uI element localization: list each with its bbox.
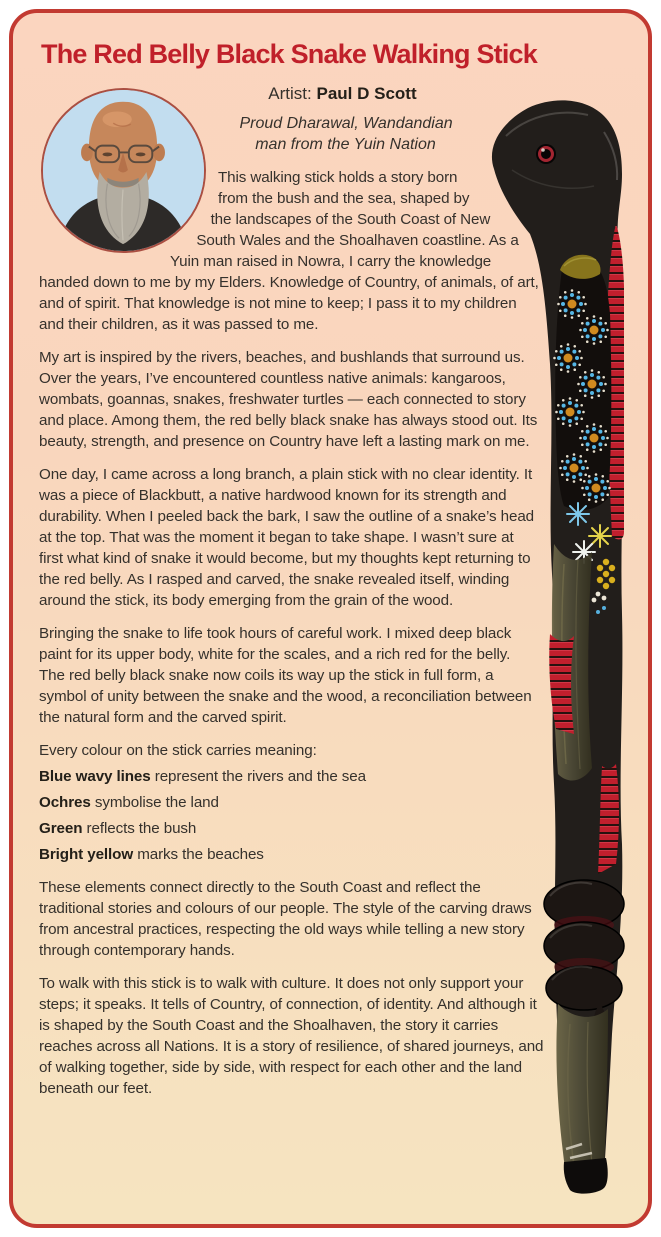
- subtitle-line-1: Proud Dharawal, Wandandian: [239, 115, 453, 133]
- meaning-yellow-text: marks the beaches: [137, 846, 264, 864]
- paragraph-walking-with-culture: To walk with this stick is to walk with culture. It does not only support your steps; it speaks. It tells of Country, of connection, of identity. And although it is shaped by the South Coast and the Shoalhaven, the story it carries reaches across all Nations. It is a story of resilience, of shared journeys, and of walking together, side by side, with respect for each other and the land beneath our feet.: [39, 975, 544, 1098]
- meaning-ochres-text: symbolise the land: [94, 794, 219, 812]
- subtitle-line-2: man from the Yuin Nation: [255, 136, 436, 154]
- meaning-blue-text: represent the rivers and the sea: [154, 768, 366, 786]
- stick-lower: [556, 1004, 608, 1176]
- meaning-green-text: reflects the bush: [86, 820, 197, 838]
- paragraph-painting-snake: Bringing the snake to life took hours of careful work. I mixed deep black paint for its upper body, white for the scales, and a rich red for the belly. The red belly black snake now coils its way up the stick in full form, a symbol of unity between the snake and the wood, a reconciliation between the natural form and the carved spirit.: [39, 625, 532, 727]
- meaning-green-term: Green: [39, 820, 83, 838]
- snake-eye: [536, 144, 556, 164]
- artist-portrait: [41, 88, 206, 253]
- stick-foot-cap: [564, 1158, 608, 1194]
- colour-meanings-intro: Every colour on the stick carries meaning:: [39, 742, 317, 760]
- meaning-blue-term: Blue wavy lines: [39, 768, 151, 786]
- paragraph-story-origin: This walking stick holds a story born from the bush and the sea, shaped by the landscapes of the South Coast of New South Wales and the Shoalhaven coastline. As a Yuin man raised in Nowra, I carry the knowledge handed down to me by my Elders. Knowledge of Country, of animals, of art, and of spirit. That knowledge is not mine to keep; I pass it to my children and their children, as it was passed to me.: [39, 169, 539, 334]
- artist-portrait-illustration: [43, 90, 204, 251]
- meaning-yellow-term: Bright yellow: [39, 846, 134, 864]
- artist-name: Paul D Scott: [316, 84, 417, 104]
- paragraph-finding-branch: One day, I came across a long branch, a plain stick with no clear identity. It was a piece of Blackbutt, a native hardwood known for its strength and durability. When I peeled back the bark, I saw the outline of a snake’s head at the top. That was the moment it began to take shape. I wasn’t sure at first what kind of snake it would become, but my thoughts kept returning to the red belly. As I rasped and carved, the snake revealed itself, winding around the stick, its body emerging from the grain of the wood.: [39, 466, 535, 610]
- story-panel: [9, 9, 652, 1228]
- artist-label: Artist:: [268, 84, 312, 104]
- paragraph-traditional-elements: These elements connect directly to the South Coast and reflect the traditional stories and colours of our people. The style of the carving draws from ancestral practices, respecting the old ways while telling a new story through contemporary hands.: [39, 879, 532, 960]
- meaning-ochres-term: Ochres: [39, 794, 91, 812]
- page-title: The Red Belly Black Snake Walking Stick: [41, 39, 537, 69]
- paragraph-art-inspiration: My art is inspired by the rivers, beaches, and bushlands that surround us. Over the years, I’ve encountered countless native animals: kangaroos, wombats, goannas, snakes, freshwater turtles — each connected to story and place. Among them, the red belly black snake has always stood out. Its beauty, strength, and presence on Country have left a lasting mark on me.: [39, 349, 538, 451]
